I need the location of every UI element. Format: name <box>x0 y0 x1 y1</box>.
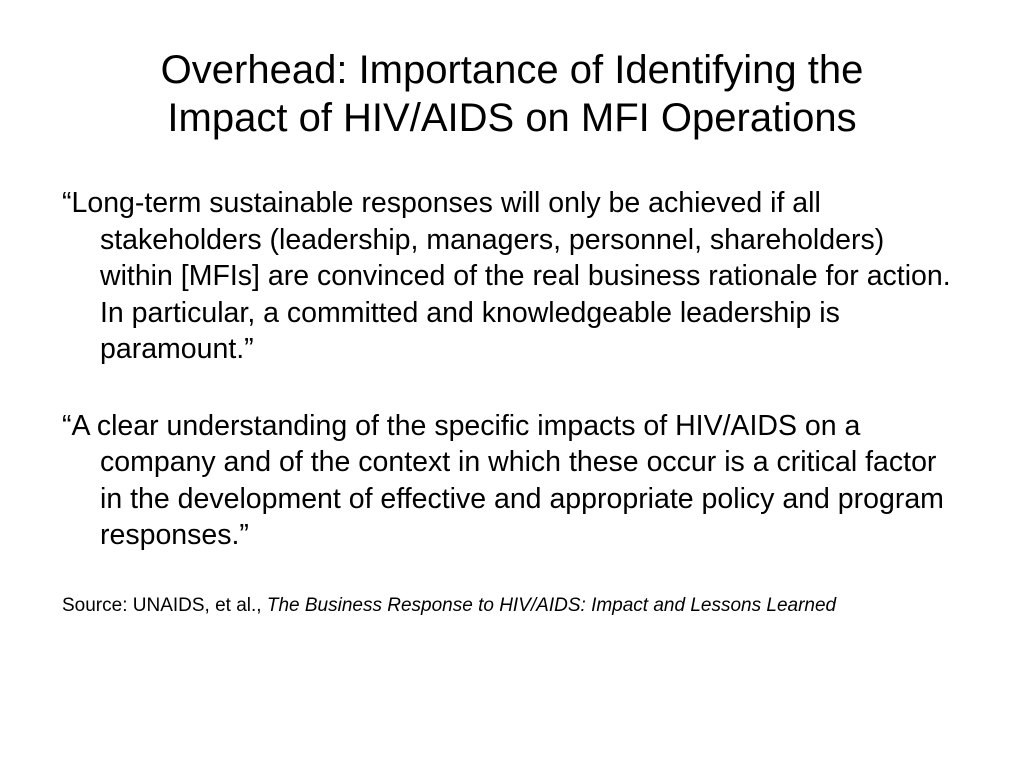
quote-2: “A clear understanding of the specific impacts of HIV/AIDS on a company and of the context in which these occur is a critical factor in the development of effective and appropriate policy and program responses.” <box>62 409 944 551</box>
source-citation <box>62 594 962 618</box>
slide-title-line-2: Impact of HIV/AIDS on MFI Operations <box>167 96 857 140</box>
slide-body <box>62 185 962 618</box>
slide-title-line-1: Overhead: Importance of Identifying the <box>160 48 864 92</box>
slide-title <box>60 46 964 142</box>
source-title: The Business Response to HIV/AIDS: Impact and Lessons Learned <box>266 594 837 616</box>
source-prefix: Source: UNAIDS, et al., <box>62 594 267 616</box>
quote-1: “Long-term sustainable responses will only be achieved if all stakeholders (leadership, managers, personnel, shareholders) within [MFIs] are convinced of the real business rationale for action. In particular, a committed and knowledgeable leadership is paramount.” <box>62 187 951 365</box>
